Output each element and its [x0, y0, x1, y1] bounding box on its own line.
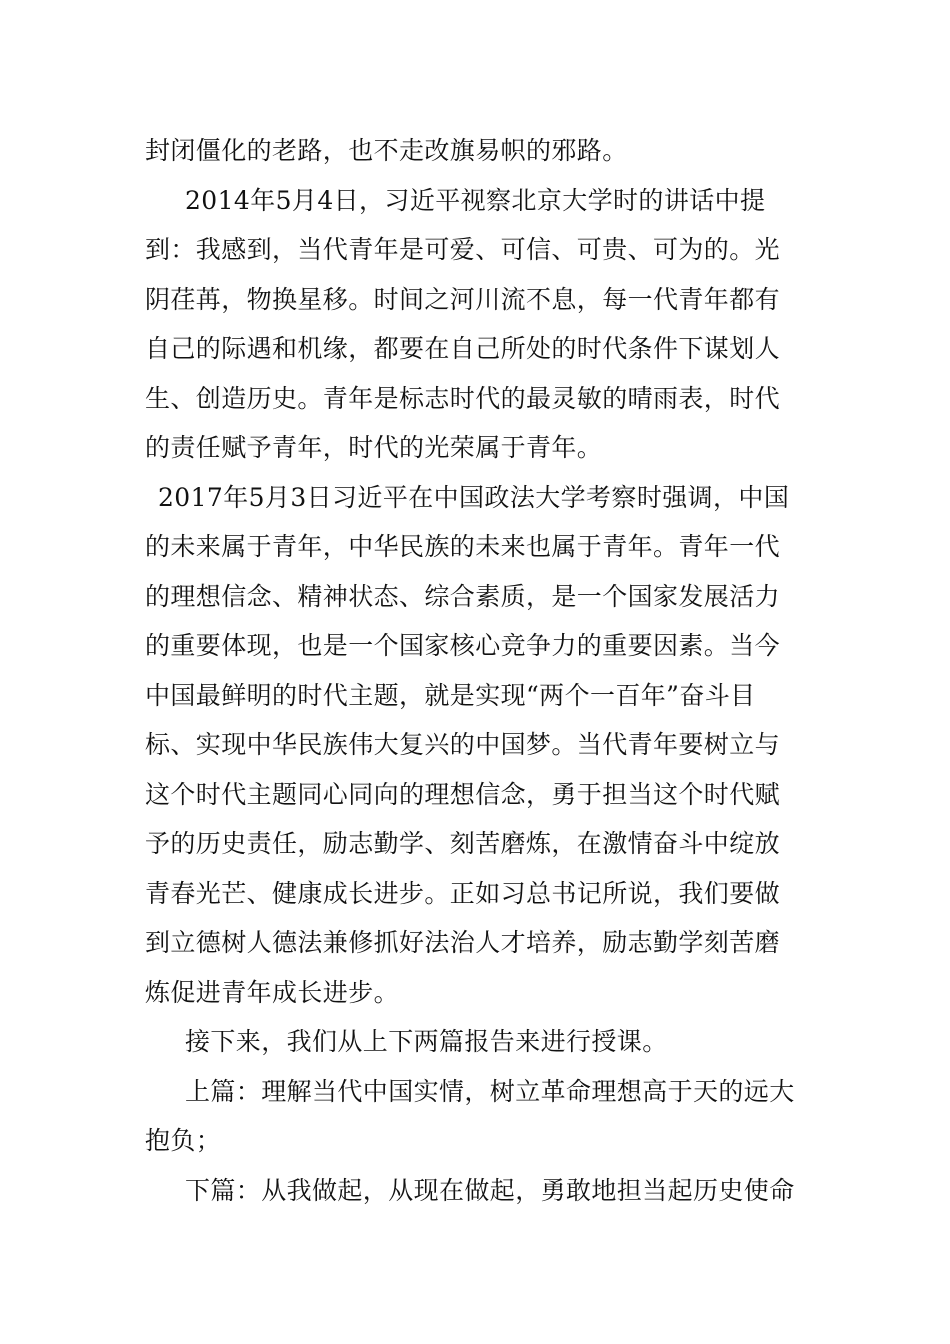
- paragraph-part-one: 上篇：理解当代中国实情，树立革命理想高于天的远大抱负；: [145, 1076, 795, 1155]
- paragraph-continuation: 封闭僵化的老路，也不走改旗易帜的邪路。: [145, 136, 628, 165]
- paragraph-part-two: 下篇：从我做起，从现在做起，勇敢地担当起历史使命: [185, 1175, 795, 1205]
- paragraph-2017-speech: 2017年5月3日习近平在中国政法大学考察时强调，中国的未来属于青年，中华民族的未来也属于青年。青年一代的理想信念、精神状态、综合素质，是一个国家发展活力的重要体现，也是一个国家核心竞争力的重要因素。当今中国最鲜明的时代主题，就是实现“两个一百年”奋斗目标、实现中华民族伟大复兴的中国梦。当代青年要树立与这个时代主题同心同向的理想信念，勇于担当这个时代赋予的历史责任，励志勤学、刻苦磨炼，在激情奋斗中绽放青春光芒、健康成长进步。正如习总书记所说，我们要做到立德树人德法兼修抓好法治人才培养，励志勤学刻苦磨炼促进青年成长进步。: [145, 482, 790, 1007]
- paragraph-2014-speech: 2014年5月4日，习近平视察北京大学时的讲话中提到：我感到，当代青年是可爱、可信、可贵、可为的。光阴荏苒，物换星移。时间之河川流不息，每一代青年都有自己的际遇和机缘，都要在自己所处的时代条件下谋划人生、创造历史。青年是标志时代的最灵敏的晴雨表，时代的责任赋予青年，时代的光荣属于青年。: [145, 185, 781, 462]
- document-body: [145, 126, 805, 1215]
- paragraph-lecture-intro: 接下来，我们从上下两篇报告来进行授课。: [185, 1027, 668, 1056]
